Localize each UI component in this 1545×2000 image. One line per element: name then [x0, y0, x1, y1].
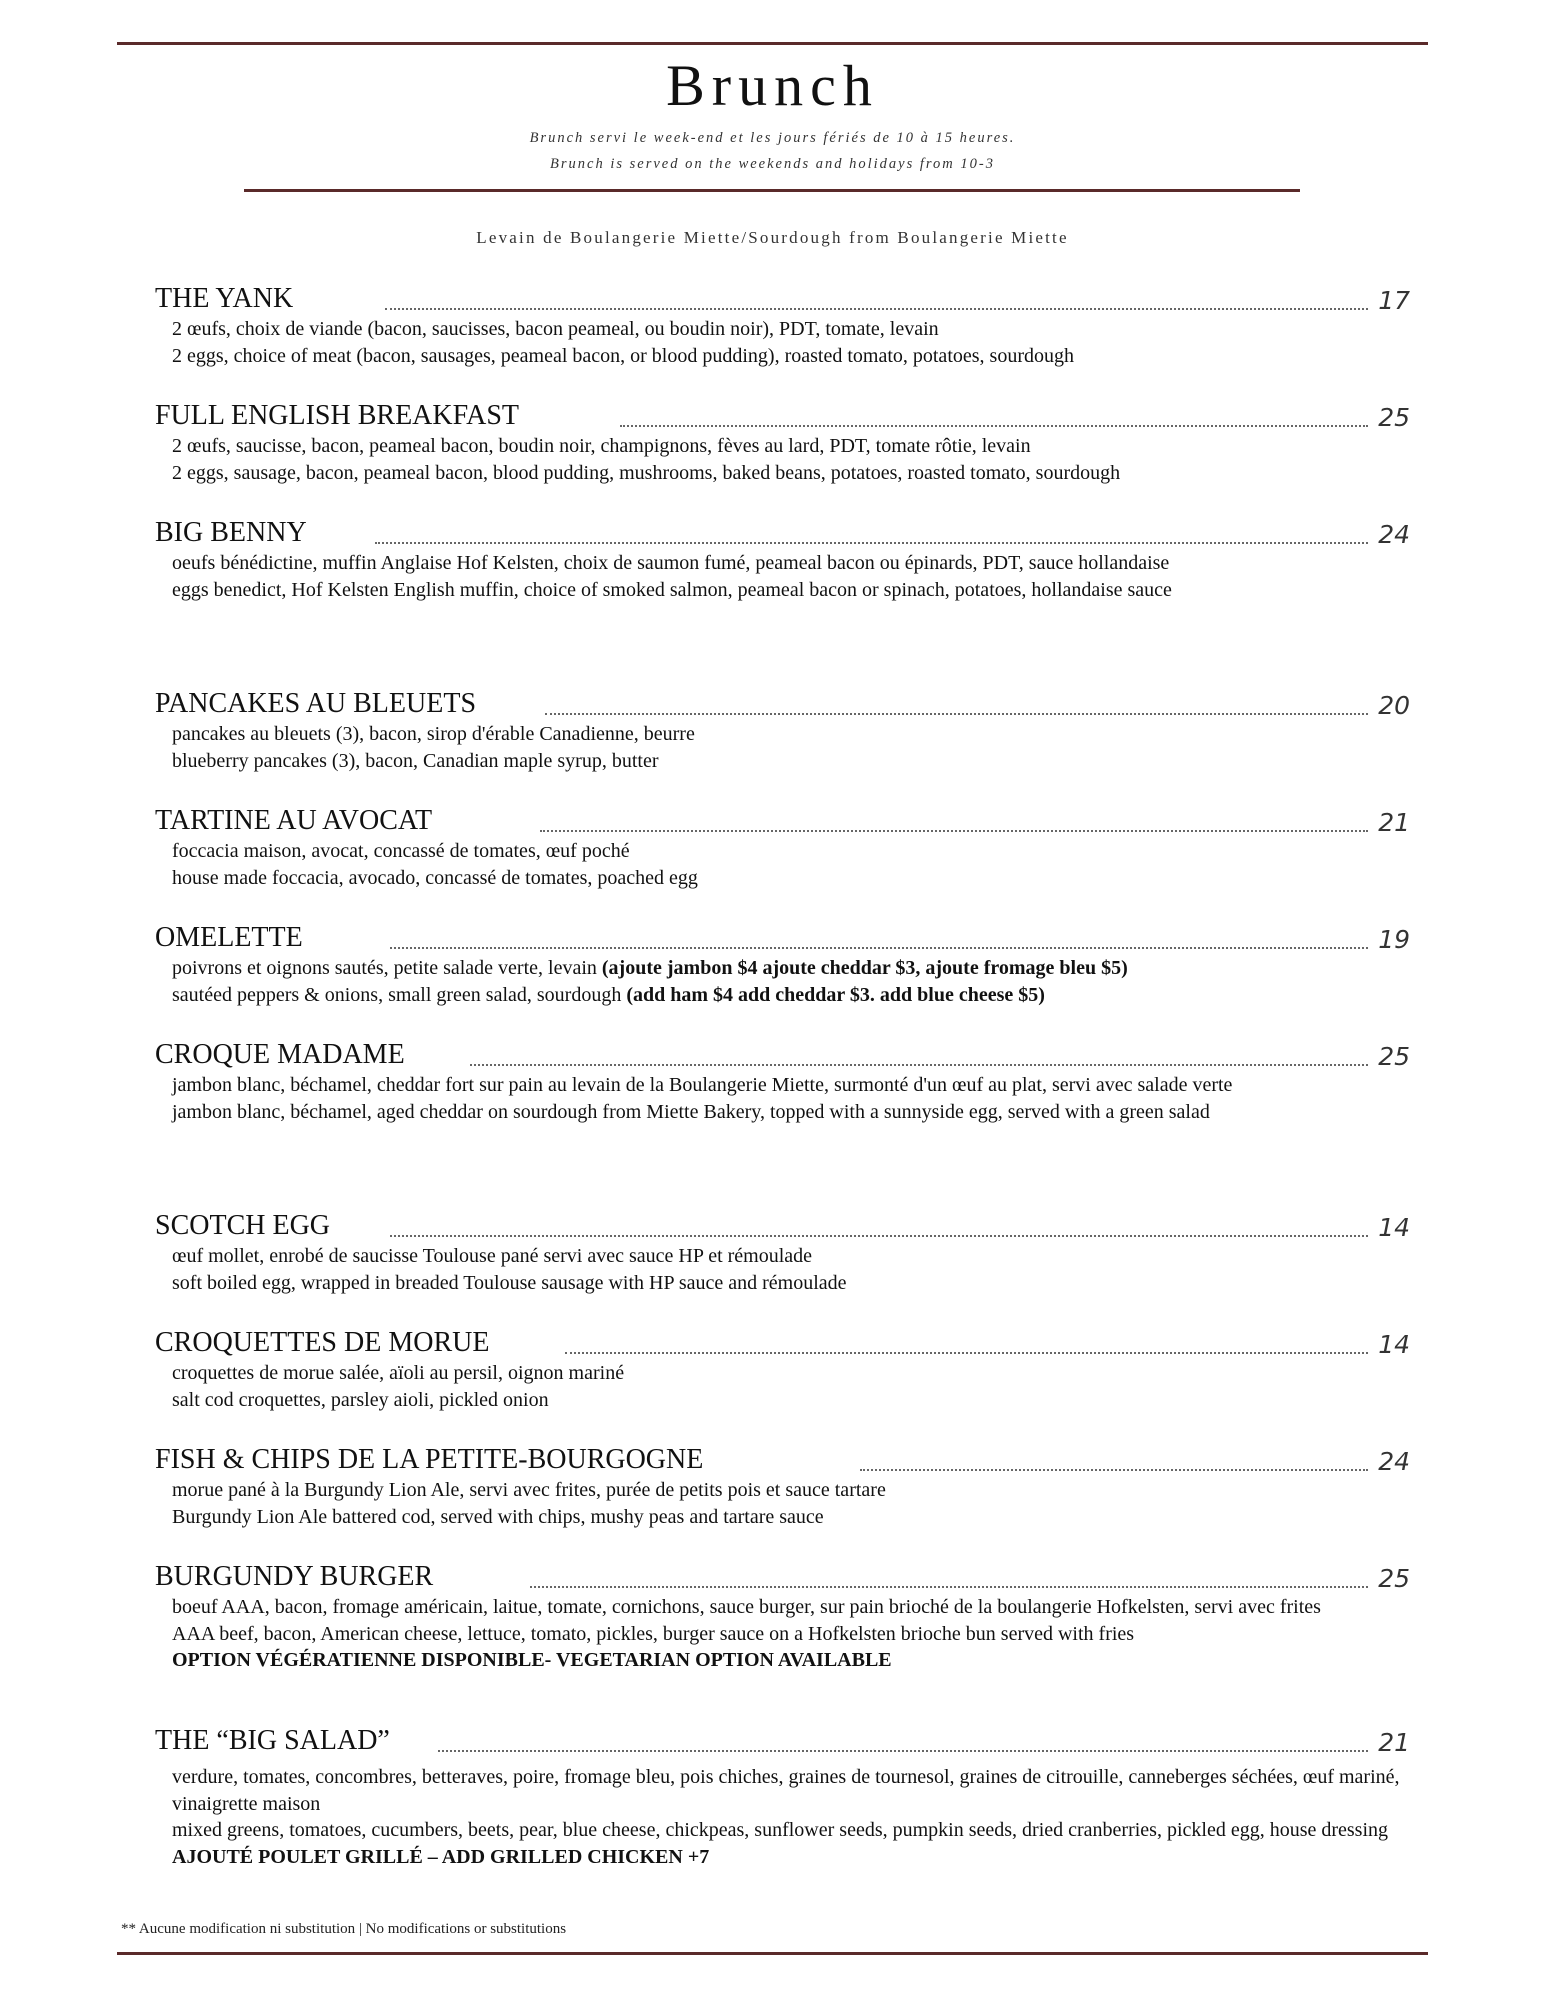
desc-english: eggs benedict, Hof Kelsten English muffin, choice of smoked salmon, peameal bacon or spinach, potatoes, hollandaise sauce: [172, 578, 1172, 601]
item-price: 21: [1378, 1728, 1410, 1757]
desc-english: mixed greens, tomatoes, cucumbers, beets, pear, blue cheese, chickpeas, sunflower seeds, pumpkin seeds, dried cranberries, pickled egg, house dressing: [172, 1819, 1389, 1842]
dot-leader: [438, 1750, 1368, 1752]
item-description: [172, 1072, 1410, 1125]
item-name: SCOTCH EGG: [155, 1210, 331, 1241]
desc-english: Burgundy Lion Ale battered cod, served with chips, mushy peas and tartare sauce: [172, 1505, 824, 1528]
item-name: CROQUE MADAME: [155, 1039, 405, 1070]
dot-leader: [470, 1064, 1368, 1066]
desc-french: jambon blanc, béchamel, cheddar fort sur pain au levain de la Boulangerie Miette, surmonté d'un œuf au plat, servi avec salade verte: [172, 1074, 1233, 1096]
desc-french: [172, 955, 1410, 982]
dot-leader: [860, 1469, 1368, 1471]
item-name: CROQUETTES DE MORUE: [155, 1327, 490, 1358]
menu-item-the-yank: [155, 282, 1410, 369]
item-description: [172, 433, 1410, 486]
item-name: OMELETTE: [155, 922, 303, 953]
menu-item-scotch-egg: [155, 1209, 1410, 1296]
desc-english: house made foccacia, avocado, concassé de tomates, poached egg: [172, 866, 698, 889]
menu-title: Brunch: [666, 53, 879, 118]
hours-french: Brunch servi le week-end et les jours fériés de 10 à 15 heures.: [529, 130, 1016, 146]
item-name: PANCAKES AU BLEUETS: [155, 688, 477, 719]
desc-text: sautéed peppers & onions, small green salad, sourdough: [172, 983, 627, 1006]
dot-leader: [390, 947, 1368, 949]
item-name: THE “BIG SALAD”: [155, 1725, 390, 1756]
item-name: FISH & CHIPS DE LA PETITE-BOURGOGNE: [155, 1444, 704, 1475]
menu-item-croquettes-de-morue: [155, 1326, 1410, 1413]
item-description: [172, 550, 1410, 603]
desc-addons: (add ham $4 add cheddar $3. add blue cheese $5): [626, 983, 1045, 1006]
desc-english: [172, 982, 1410, 1009]
item-price: 25: [1378, 403, 1410, 432]
item-price: 17: [1378, 286, 1410, 315]
desc-english: salt cod croquettes, parsley aioli, pickled onion: [172, 1388, 549, 1411]
bread-note: Levain de Boulangerie Miette/Sourdough from Boulangerie Miette: [476, 228, 1069, 247]
item-description: [172, 1360, 1410, 1413]
menu-item-fish-and-chips: [155, 1443, 1410, 1530]
desc-french: morue pané à la Burgundy Lion Ale, servi avec frites, purée de petits pois et sauce tartare: [172, 1479, 886, 1501]
item-name: THE YANK: [155, 283, 294, 314]
item-description: [172, 316, 1410, 369]
item-name: BURGUNDY BURGER: [155, 1561, 434, 1592]
item-description: [172, 955, 1410, 1008]
menu-item-tartine-au-avocat: [155, 804, 1410, 891]
hours-english: Brunch is served on the weekends and holidays from 10-3: [550, 156, 995, 172]
item-price: 21: [1378, 808, 1410, 837]
desc-english: 2 eggs, sausage, bacon, peameal bacon, blood pudding, mushrooms, baked beans, potatoes, roasted tomato, sourdough: [172, 461, 1121, 484]
dot-leader: [620, 425, 1368, 427]
menu-item-big-benny: [155, 516, 1410, 603]
dot-leader: [385, 308, 1368, 310]
desc-french: croquettes de morue salée, aïoli au persil, oignon mariné: [172, 1362, 625, 1384]
item-price: 24: [1378, 1447, 1410, 1476]
desc-french: verdure, tomates, concombres, betteraves, poire, fromage bleu, pois chiches, graines de tournesol, graines de citrouille, canneberges séchées, œuf mariné, vinaigrette maison: [172, 1766, 1400, 1815]
desc-text: poivrons et oignons sautés, petite salade verte, levain: [172, 957, 602, 979]
item-price: 25: [1378, 1564, 1410, 1593]
dot-leader: [375, 542, 1368, 544]
desc-french: 2 œufs, saucisse, bacon, peameal bacon, boudin noir, champignons, fèves au lard, PDT, tomate rôtie, levain: [172, 435, 1031, 457]
item-name: BIG BENNY: [155, 517, 307, 548]
item-price: 25: [1378, 1042, 1410, 1071]
item-price: 20: [1378, 691, 1410, 720]
desc-english: soft boiled egg, wrapped in breaded Toulouse sausage with HP sauce and rémoulade: [172, 1271, 847, 1294]
item-price: 14: [1378, 1330, 1410, 1359]
item-description: [172, 1764, 1410, 1871]
dot-leader: [540, 830, 1368, 832]
bottom-divider: [117, 1952, 1428, 1955]
item-note: [172, 1647, 1410, 1674]
desc-english: jambon blanc, béchamel, aged cheddar on sourdough from Miette Bakery, topped with a sunnyside egg, served with a green salad: [172, 1100, 1210, 1123]
desc-english: blueberry pancakes (3), bacon, Canadian maple syrup, butter: [172, 749, 659, 772]
desc-addons: (ajoute jambon $4 ajoute cheddar $3, ajoute fromage bleu $5): [601, 957, 1128, 979]
item-description: [172, 1243, 1410, 1296]
dot-leader: [390, 1235, 1368, 1237]
menu-item-pancakes-au-bleuets: [155, 687, 1410, 774]
item-name: TARTINE AU AVOCAT: [155, 805, 433, 836]
item-name: FULL ENGLISH BREAKFAST: [155, 400, 520, 431]
dot-leader: [565, 1352, 1368, 1354]
menu-item-the-big-salad: [155, 1724, 1410, 1871]
dot-leader: [545, 713, 1368, 715]
item-description: [172, 721, 1410, 774]
item-note: [172, 1844, 1410, 1871]
top-divider: [117, 42, 1428, 45]
item-price: 24: [1378, 520, 1410, 549]
desc-english: 2 eggs, choice of meat (bacon, sausages, peameal bacon, or blood pudding), roasted tomato, potatoes, sourdough: [172, 344, 1074, 367]
item-price: 14: [1378, 1213, 1410, 1242]
menu-item-omelette: [155, 921, 1410, 1008]
desc-english: AAA beef, bacon, American cheese, lettuce, tomato, pickles, burger sauce on a Hofkelsten brioche bun served with fries: [172, 1622, 1135, 1645]
dot-leader: [530, 1586, 1368, 1588]
menu-item-croque-madame: [155, 1038, 1410, 1125]
desc-french: oeufs bénédictine, muffin Anglaise Hof Kelsten, choix de saumon fumé, peameal bacon ou épinards, PDT, sauce hollandaise: [172, 552, 1170, 574]
footer-note: ** Aucune modification ni substitution | No modifications or substitutions: [121, 1921, 567, 1937]
menu-item-full-english-breakfast: [155, 399, 1410, 486]
menu-item-burgundy-burger: [155, 1560, 1410, 1674]
item-description: [172, 838, 1410, 891]
item-price: 19: [1378, 925, 1410, 954]
desc-french: foccacia maison, avocat, concassé de tomates, œuf poché: [172, 840, 630, 862]
desc-french: pancakes au bleuets (3), bacon, sirop d'érable Canadienne, beurre: [172, 723, 695, 745]
item-description: [172, 1477, 1410, 1530]
desc-french: œuf mollet, enrobé de saucisse Toulouse pané servi avec sauce HP et rémoulade: [172, 1245, 813, 1267]
note-text: OPTION VÉGÉRATIENNE DISPONIBLE- VEGETARIAN OPTION AVAILABLE: [172, 1649, 892, 1672]
item-description: [172, 1594, 1410, 1674]
desc-french: 2 œufs, choix de viande (bacon, saucisses, bacon peameal, ou boudin noir), PDT, tomate, levain: [172, 318, 939, 340]
header-divider: [244, 189, 1300, 192]
note-text: AJOUTÉ POULET GRILLÉ – ADD GRILLED CHICKEN +7: [172, 1846, 710, 1869]
desc-french: boeuf AAA, bacon, fromage américain, laitue, tomate, cornichons, sauce burger, sur pain brioché de la boulangerie Hofkelsten, servi avec frites: [172, 1596, 1321, 1618]
